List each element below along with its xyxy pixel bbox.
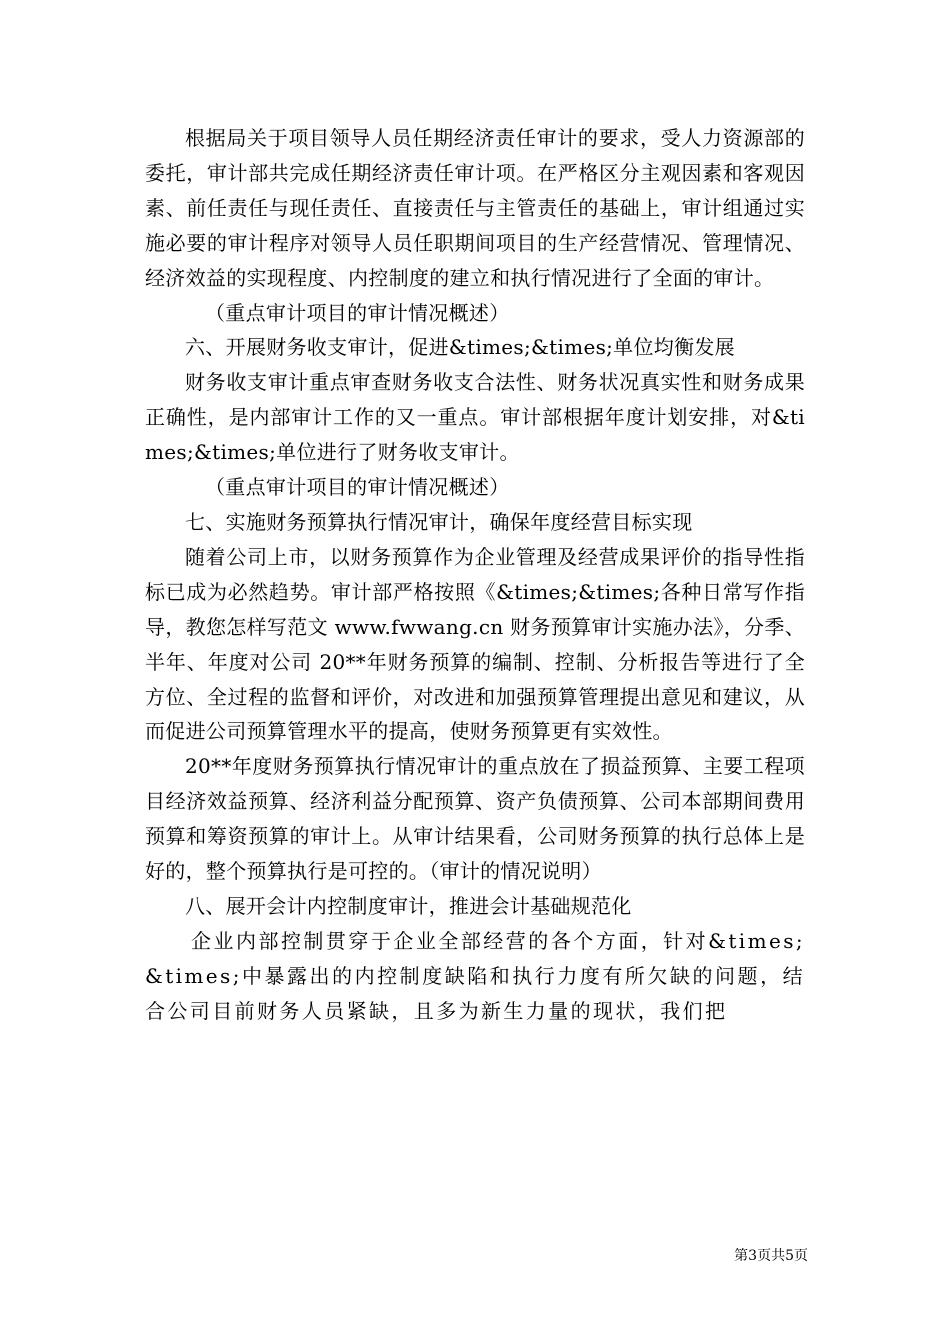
document-body <box>145 121 805 1029</box>
heading-section-six: 六、开展财务收支审计，促进&times;&times;单位均衡发展 <box>185 335 735 360</box>
note-key-audit-overview-1: （重点审计项目的审计情况概述） <box>205 300 510 325</box>
paragraph-economic-responsibility-audit: 根据局关于项目领导人员任期经济责任审计的要求，受人力资源部的委托，审计部共完成任期经济责任审计项。在严格区分主观因素和客观因素、前任责任与现任责任、直接责任与主管责任的基础上，审计组通过实施必要的审计程序对领导人员任职期间项目的生产经营情况、管理情况、经济效益的实现程度、内控制度的建立和执行情况进行了全面的审计。 <box>145 126 805 290</box>
note-key-audit-overview-2: （重点审计项目的审计情况概述） <box>205 475 510 500</box>
page-number-footer: 第3页共5页 <box>734 1248 808 1264</box>
paragraph-budget-audit: 随着公司上市，以财务预算作为企业管理及经营成果评价的指导性指标已成为必然趋势。审计部严格按照《&times;&times;各种日常写作指导，教您怎样写范文 www.fwwang.cn 财务预算审计实施办法》，分季、半年、年度对公司 20**年财务预算的编制、控制、分析报告等进行了全方位、全过程的监督和评价，对改进和加强预算管理提出意见和建议，从而促进公司预算管理水平的提高，使财务预算更有实效性。 <box>145 544 805 744</box>
paragraph-financial-audit: 财务收支审计重点审查财务收支合法性、财务状况真实性和财务成果正确性，是内部审计工作的又一重点。审计部根据年度计划安排，对&times;&times;单位进行了财务收支审计。 <box>145 370 805 465</box>
paragraph-internal-control: 企业内部控制贯穿于企业全部经营的各个方面，针对&times;&times;中暴露出的内控制度缺陷和执行力度有所欠缺的问题，结合公司目前财务人员紧缺，且多为新生力量的现状，我们把 <box>145 928 805 1023</box>
paragraph-budget-results: 20**年度财务预算执行情况审计的重点放在了损益预算、主要工程项目经济效益预算、经济利益分配预算、资产负债预算、公司本部期间费用预算和筹资预算的审计上。从审计结果看，公司财务预算的执行总体上是好的，整个预算执行是可控的。（审计的情况说明） <box>145 754 805 884</box>
heading-section-seven: 七、实施财务预算执行情况审计，确保年度经营目标实现 <box>185 509 693 534</box>
heading-section-eight: 八、展开会计内控制度审计，推进会计基础规范化 <box>185 893 632 918</box>
